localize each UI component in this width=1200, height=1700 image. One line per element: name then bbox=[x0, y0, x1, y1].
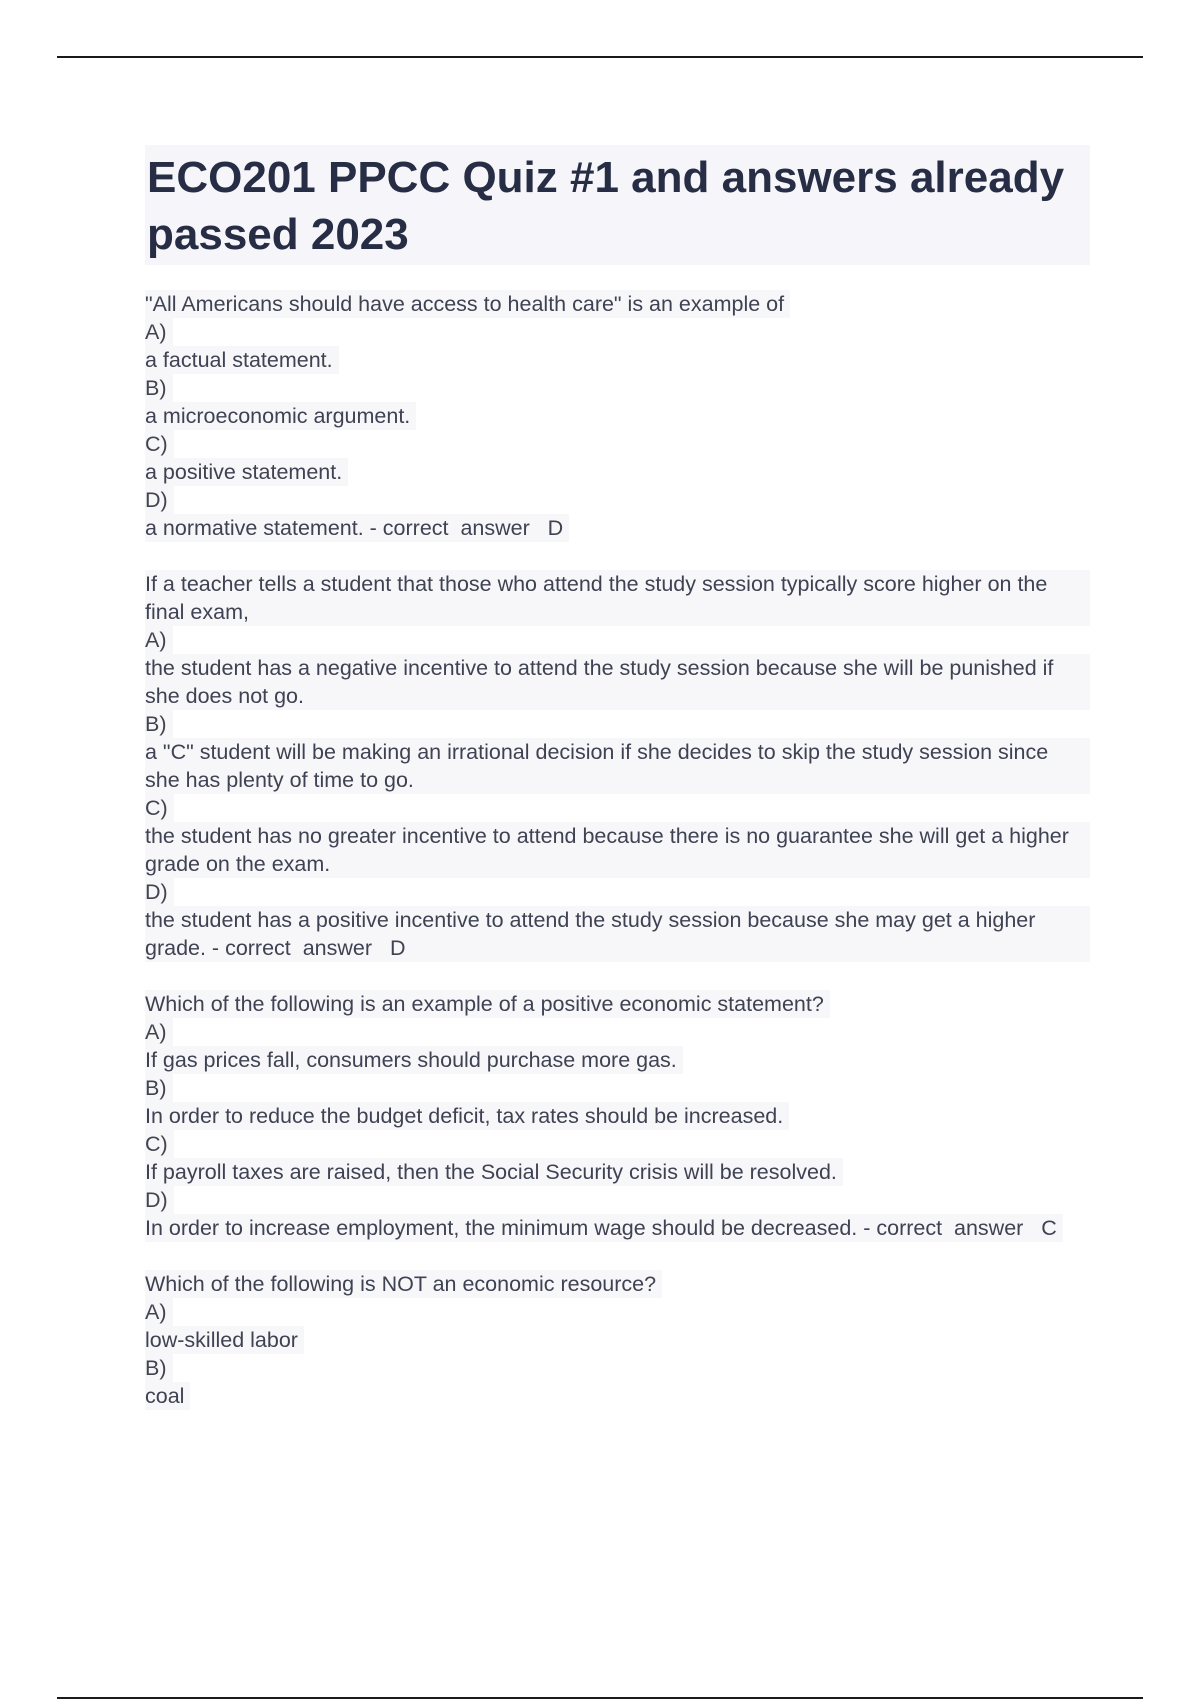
option-text: the student has a negative incentive to attend the study session because she will be punished if she does not go. bbox=[145, 654, 1090, 710]
option-text: the student has no greater incentive to attend because there is no guarantee she will get a higher grade on the exam. bbox=[145, 822, 1090, 878]
option-letter: D) bbox=[145, 1186, 174, 1214]
option-text: a factual statement. bbox=[145, 346, 339, 374]
option-letter: D) bbox=[145, 486, 174, 514]
option-text: a microeconomic argument. bbox=[145, 402, 416, 430]
top-rule bbox=[57, 56, 1143, 58]
option-text: a positive statement. bbox=[145, 458, 348, 486]
option-letter: A) bbox=[145, 626, 173, 654]
option-text: In order to reduce the budget deficit, tax rates should be increased. bbox=[145, 1102, 789, 1130]
option-letter: B) bbox=[145, 374, 173, 402]
option-letter: A) bbox=[145, 1298, 173, 1326]
option-letter: B) bbox=[145, 1354, 173, 1382]
document-body bbox=[145, 145, 1090, 1438]
option-letter: C) bbox=[145, 430, 174, 458]
question-block bbox=[145, 1270, 1090, 1410]
page-title: ECO201 PPCC Quiz #1 and answers already passed 2023 bbox=[145, 145, 1090, 265]
question-text: Which of the following is an example of a positive economic statement? bbox=[145, 990, 830, 1018]
option-text: If payroll taxes are raised, then the Social Security crisis will be resolved. bbox=[145, 1158, 843, 1186]
option-text: a "C" student will be making an irrational decision if she decides to skip the study session since she has plenty of time to go. bbox=[145, 738, 1090, 794]
question-block bbox=[145, 990, 1090, 1242]
option-letter: B) bbox=[145, 1074, 173, 1102]
option-letter: C) bbox=[145, 1130, 174, 1158]
question-text: If a teacher tells a student that those who attend the study session typically score higher on the final exam, bbox=[145, 570, 1090, 626]
bottom-rule bbox=[57, 1697, 1143, 1699]
question-text: "All Americans should have access to health care" is an example of bbox=[145, 290, 790, 318]
option-text: a normative statement. - correct answer D bbox=[145, 514, 569, 542]
option-letter: B) bbox=[145, 710, 173, 738]
option-letter: A) bbox=[145, 1018, 173, 1046]
question-block bbox=[145, 290, 1090, 542]
question-list bbox=[145, 290, 1090, 1410]
question-block bbox=[145, 570, 1090, 962]
option-text: In order to increase employment, the minimum wage should be decreased. - correct answer C bbox=[145, 1214, 1063, 1242]
option-letter: A) bbox=[145, 318, 173, 346]
option-text: coal bbox=[145, 1382, 190, 1410]
question-text: Which of the following is NOT an economic resource? bbox=[145, 1270, 662, 1298]
option-letter: D) bbox=[145, 878, 174, 906]
option-text: If gas prices fall, consumers should purchase more gas. bbox=[145, 1046, 683, 1074]
option-letter: C) bbox=[145, 794, 174, 822]
option-text: low-skilled labor bbox=[145, 1326, 304, 1354]
option-text: the student has a positive incentive to attend the study session because she may get a higher grade. - correct answer D bbox=[145, 906, 1090, 962]
